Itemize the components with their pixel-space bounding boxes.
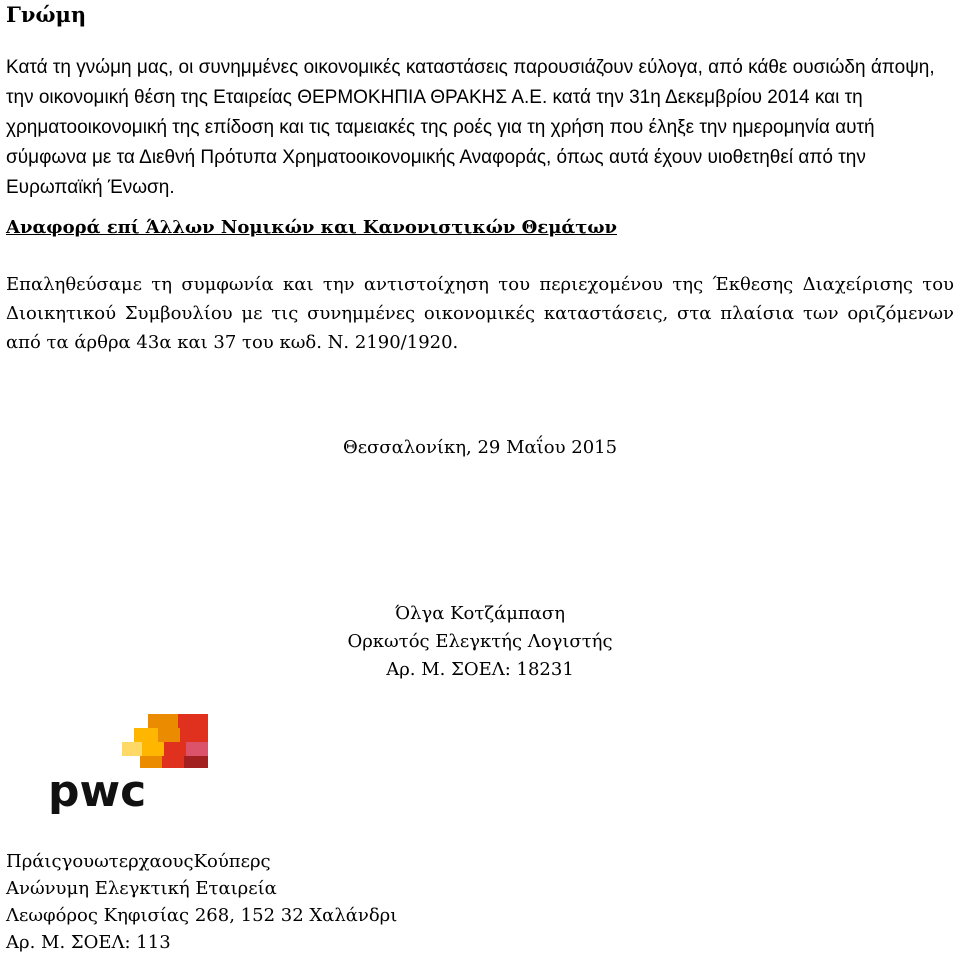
firm-type: Ανώνυμη Ελεγκτική Εταιρεία bbox=[6, 878, 277, 899]
opinion-paragraph: Κατά τη γνώμη μας, οι συνημμένες οικονομικές καταστάσεις παρουσιάζουν εύλογα, από κάθε ουσιώδη άποψη, την οικονομική θέση της Εταιρείας ΘΕΡΜΟΚΗΠΙΑ ΘΡΑΚΗΣ Α.Ε. κατά την 31η Δεκεμβρίου 2014 και τη χρηματοοικονομική της επίδοση και τις ταμειακές της ροές για τη χρήση που έληξε την ημερομηνία αυτή σύμφωνα με τα Διεθνή Πρότυπα Χρηματοοικονομικής Αναφοράς, όπως αυτά έχουν υιοθετηθεί από την Ευρωπαϊκή Ένωση. bbox=[6, 57, 935, 198]
pwc-wordmark: pwc bbox=[48, 766, 147, 814]
logo-block bbox=[186, 742, 208, 756]
logo-block bbox=[164, 742, 186, 756]
place-date: Θεσσαλονίκη, 29 Μαΐου 2015 bbox=[342, 437, 618, 458]
logo-block bbox=[184, 756, 208, 768]
firm-registration: Αρ. Μ. ΣΟΕΛ: 113 bbox=[6, 932, 171, 953]
legal-matters-paragraph: Επαληθεύσαμε τη συμφωνία και την αντιστοίχηση του περιεχομένου της Έκθεσης Διαχείρισης του Διοικητικού Συμβουλίου με τις συνημμένες οικονομικές καταστάσεις, στα πλαίσια των οριζόμενων από τα άρθρα 43α και 37 του κωδ. Ν. 2190/1920. bbox=[6, 274, 954, 353]
firm-address: Λεωφόρος Κηφισίας 268, 152 32 Χαλάνδρι bbox=[6, 905, 398, 926]
pwc-logo bbox=[48, 714, 210, 814]
logo-block bbox=[158, 728, 180, 742]
logo-block bbox=[148, 714, 178, 728]
legal-matters-heading: Αναφορά επί Άλλων Νομικών και Κανονιστικών Θεμάτων bbox=[6, 217, 617, 238]
opinion-heading: Γνώμη bbox=[6, 2, 87, 27]
firm-block bbox=[6, 848, 397, 956]
signatory-title: Ορκωτός Ελεγκτής Λογιστής bbox=[347, 631, 613, 652]
signatory-name: Όλγα Κοτζάμπαση bbox=[395, 603, 565, 624]
signatory-registration: Αρ. Μ. ΣΟΕΛ: 18231 bbox=[386, 659, 574, 680]
firm-name: ΠράιςγουωτερχαουςΚούπερς bbox=[6, 851, 271, 872]
signature-block bbox=[0, 600, 960, 684]
logo-block bbox=[180, 728, 208, 742]
logo-block bbox=[142, 742, 164, 756]
logo-block bbox=[162, 756, 184, 768]
logo-block bbox=[178, 714, 208, 728]
logo-block bbox=[134, 728, 158, 742]
logo-block bbox=[122, 742, 142, 756]
